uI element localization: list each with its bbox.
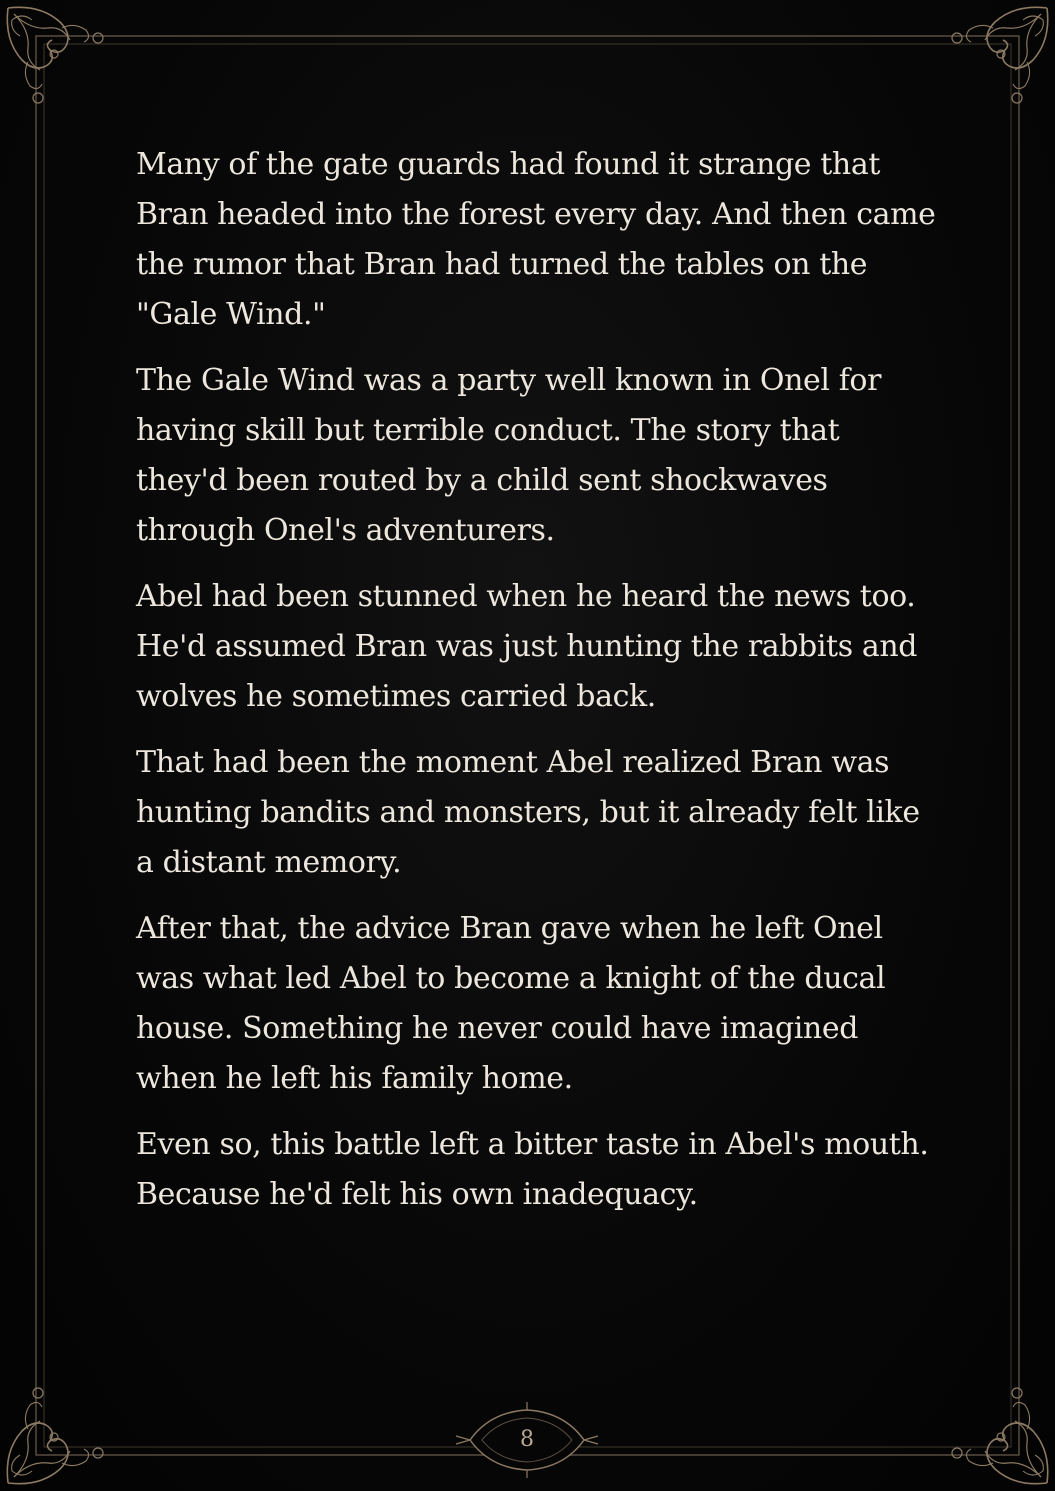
paragraph: That had been the moment Abel realized Bran was hunting bandits and monsters, but it already felt like a distant memory. — [136, 745, 920, 880]
page-number: 8 — [520, 1427, 534, 1452]
paragraph: The Gale Wind was a party well known in Onel for having skill but terrible conduct. The story that they'd been routed by a child sent shockwaves through Onel's adventurers. — [136, 363, 882, 548]
paragraph: Even so, this battle left a bitter taste in Abel's mouth. Because he'd felt his own inadequacy. — [136, 1127, 929, 1212]
corner-flourish-icon — [7, 7, 103, 103]
paragraph: Abel had been stunned when he heard the news too. He'd assumed Bran was just hunting the rabbits and wolves he sometimes carried back. — [136, 579, 918, 714]
story-text — [136, 140, 936, 1236]
corner-flourish-icon — [7, 1388, 103, 1484]
corner-flourish-icon — [952, 1388, 1048, 1484]
paragraph: After that, the advice Bran gave when he left Onel was what led Abel to become a knight of the ducal house. Something he never could have imagined when he left his family home. — [136, 911, 886, 1096]
paragraph: Many of the gate guards had found it strange that Bran headed into the forest every day. And then came the rumor that Bran had turned the tables on the "Gale Wind." — [136, 147, 936, 332]
corner-flourish-icon — [952, 7, 1048, 103]
